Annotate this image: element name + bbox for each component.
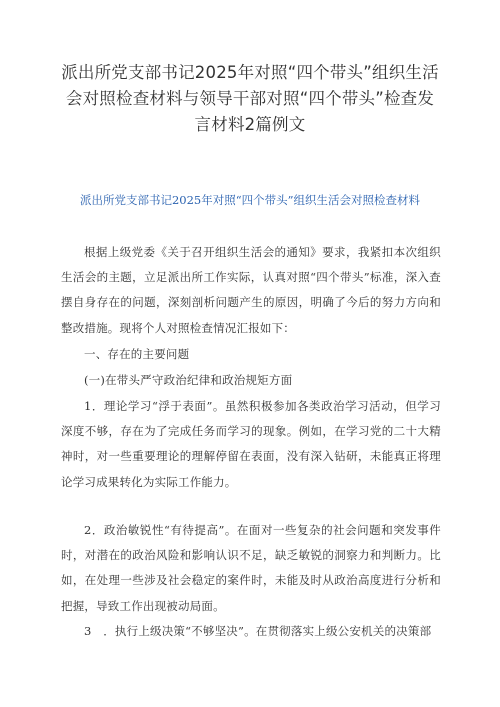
document-title: 派出所党支部书记2025年对照“四个带头”组织生活会对照检查材料与领导干部对照“四个带头”检查发言材料2篇例文 xyxy=(61,63,439,134)
section-title: 派出所党支部书记2025年对照“四个带头”组织生活会对照检查材料 xyxy=(79,193,421,207)
heading-main-problems: 一、存在的主要问题 xyxy=(84,347,190,361)
item-execute-decisions: 3 ．执行上级决策“不够坚决”。在贯彻落实上级公安机关的决策部 xyxy=(84,624,432,638)
intro-paragraph: 根据上级党委《关于召开组织生活会的通知》要求，我紧扣本次组织生活会的主题，立足派出所工作实际，认真对照“四个带头”标准，深入查摆自身存在的问题，深刻剖析问题产生的原因，明确了今后的努力方向和整改措施。现将个人对照检查情况汇报如下： xyxy=(61,245,441,335)
item-theory-study: 1．理论学习“浮于表面”。虽然积极参加各类政治学习活动，但学习深度不够，存在为了完成任务而学习的现象。例如，在学习党的二十大精神时，对一些重要理论的理解停留在表面，没有深入钻研，未能真正将理论学习成果转化为实际工作能力。 xyxy=(61,399,441,489)
heading-political-discipline: (一)在带头严守政治纪律和政治规矩方面 xyxy=(84,373,293,387)
item-political-sensitivity: 2．政治敏锐性“有待提高”。在面对一些复杂的社会问题和突发事件时，对潜在的政治风险和影响认识不足，缺乏敏锐的洞察力和判断力。比如，在处理一些涉及社会稳定的案件时，未能及时从政治高度进行分析和把握，导致工作出现被动局面。 xyxy=(61,523,441,613)
